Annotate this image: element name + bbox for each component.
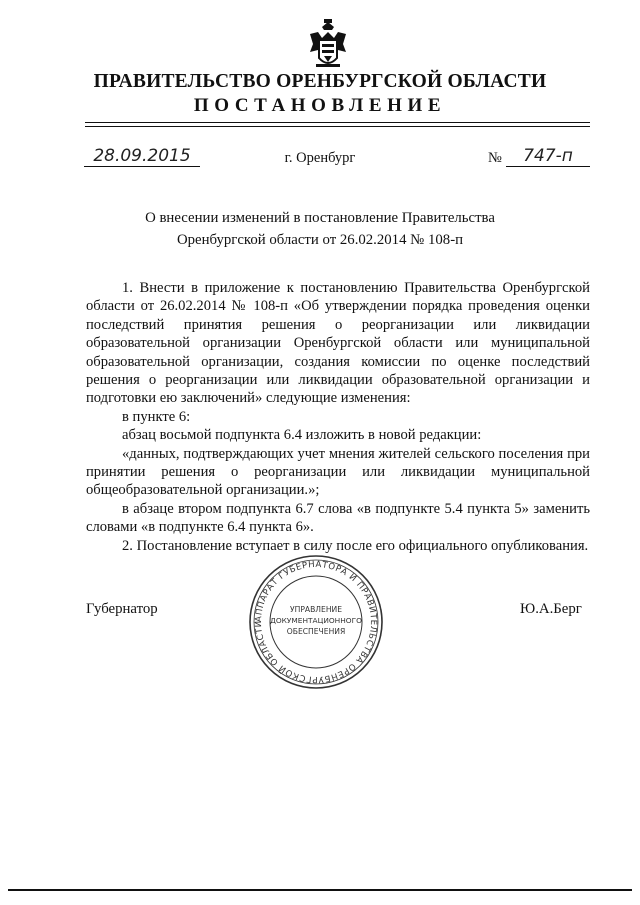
- number-label: №: [488, 150, 502, 166]
- body-paragraph-5: в абзаце втором подпункта 6.7 слова «в подпункте 5.4 пункта 5» заменить словами «в подпункте 6.4 пункта 6».: [86, 500, 590, 536]
- signer-title: Губернатор: [86, 601, 158, 617]
- document-number: 747-п: [523, 146, 573, 166]
- stamp-line-3: ОБЕСПЕЧЕНИЯ: [286, 627, 346, 636]
- subject-line-2: Оренбургской области от 26.02.2014 № 108-п: [176, 232, 464, 248]
- body-paragraph-4: «данных, подтверждающих учет мнения жителей сельского поселения при принятии решения о реорганизации или ликвидации муниципальной общеобразовательной организации.»;: [86, 445, 590, 499]
- body-paragraph-6: 2. Постановление вступает в силу после его официального опубликования.: [122, 537, 589, 554]
- stamp-line-2: ДОКУМЕНТАЦИОННОГО: [270, 616, 362, 625]
- document-body: [86, 279, 590, 555]
- document-subject: [0, 207, 640, 251]
- number-underline: [506, 166, 590, 167]
- subject-line-1: О внесении изменений в постановление Правительства: [145, 210, 495, 226]
- document-city: г. Оренбург: [284, 150, 356, 166]
- header-rule-bottom: [85, 126, 590, 127]
- official-stamp: [246, 552, 386, 692]
- body-paragraph-2: в пункте 6:: [122, 408, 191, 425]
- body-paragraph-1: 1. Внести в приложение к постановлению Правительства Оренбургской области от 26.02.2014 № 108-п «Об утверждении порядка проведения оценки последствий принятия решения о реорганизации или ликвидации образовательной организации Оренбургской области или муниципальной образовательной организации, создания комиссии по оценке последствий решения о реорганизации или ликвидации образовательной организации и подготовки ею заключений» следующие изменения:: [86, 280, 590, 407]
- document-date: 28.09.2015: [93, 146, 191, 166]
- page-bottom-border: [8, 889, 632, 891]
- header-rule-top: [85, 122, 590, 123]
- body-paragraph-3: абзац восьмой подпункта 6.4 изложить в новой редакции:: [122, 427, 482, 444]
- document-type: ПОСТАНОВЛЕНИЕ: [193, 95, 447, 116]
- signer-name: Ю.А.Берг: [520, 601, 582, 617]
- stamp-line-1: УПРАВЛЕНИЕ: [289, 605, 343, 614]
- government-title: ПРАВИТЕЛЬСТВО ОРЕНБУРГСКОЙ ОБЛАСТИ: [93, 71, 547, 92]
- coat-of-arms-icon: [306, 18, 350, 72]
- stamp-ring-text: АППАРАТ ГУБЕРНАТОРА И ПРАВИТЕЛЬСТВА ОРЕНБУРГСКОЙ ОБЛАСТИ: [253, 559, 379, 685]
